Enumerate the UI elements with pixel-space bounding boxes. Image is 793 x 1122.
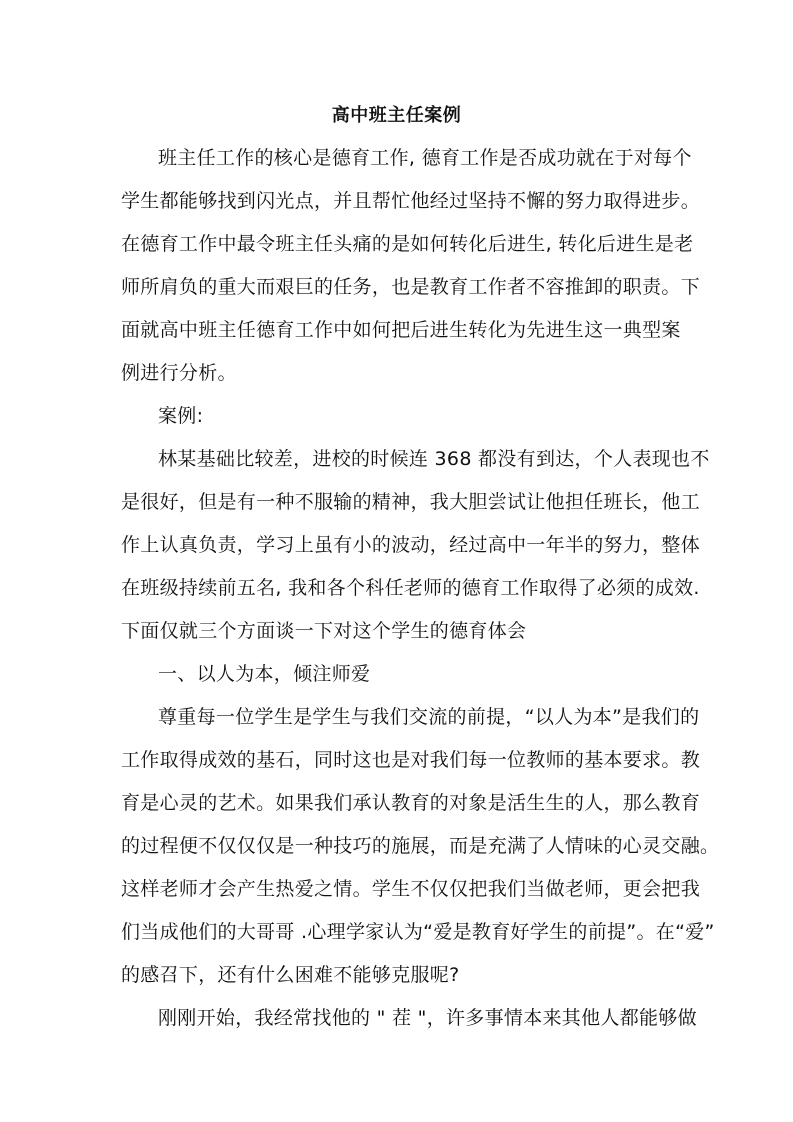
paragraph-line: 的感召下，还有什么困难不能够克服呢?	[121, 964, 460, 986]
paragraph-line: 是很好，但是有一种不服输的精神，我大胆尝试让他担任班长，他工	[121, 491, 701, 513]
paragraph-line: 尊重每一位学生是学生与我们交流的前提，“以人为本”是我们的	[158, 706, 700, 728]
paragraph-line: 面就高中班主任德育工作中如何把后进生转化为先进生这一典型案	[121, 319, 681, 341]
paragraph-line: 作上认真负责，学习上虽有小的波动，经过高中一年半的努力，整体	[121, 534, 701, 556]
paragraph-line: 育是心灵的艺术。如果我们承认教育的对象是活生生的人，那么教育	[121, 792, 701, 814]
paragraph-line: 在德育工作中最令班主任头痛的是如何转化后进生, 转化后进生是老	[121, 233, 694, 255]
paragraph-line: 的过程便不仅仅仅是一种技巧的施展，而是充满了人情味的心灵交融。	[121, 835, 720, 857]
document-title: 高中班主任案例	[331, 105, 462, 126]
paragraph-line: 下面仅就三个方面谈一下对这个学生的德育体会	[121, 620, 527, 642]
paragraph-line: 例进行分析。	[121, 362, 237, 384]
paragraph-line: 在班级持续前五名, 我和各个科任老师的德育工作取得了必须的成效.	[121, 577, 700, 599]
section-heading: 一、以人为本，倾注师爱	[158, 663, 371, 685]
paragraph-line: 工作取得成效的基石，同时这也是对我们每一位教师的基本要求。教	[121, 749, 701, 771]
paragraph-line: 们当成他们的大哥哥 .心理学家认为“爱是教育好学生的前提”。在“爱”	[121, 921, 715, 943]
paragraph-line: 刚刚开始，我经常找他的 " 茬 "，许多事情本来其他人都能够做	[158, 1007, 697, 1029]
paragraph-line: 师所肩负的重大而艰巨的任务，也是教育工作者不容推卸的职责。下	[121, 276, 701, 298]
case-label: 案例:	[158, 405, 204, 427]
paragraph-line: 林某基础比较差，进校的时候连 368 都没有到达，个人表现也不	[158, 448, 710, 470]
paragraph-line: 这样老师才会产生热爱之情。学生不仅仅把我们当做老师，更会把我	[121, 878, 701, 900]
paragraph-line: 班主任工作的核心是德育工作, 德育工作是否成功就在于对每个	[158, 147, 692, 169]
paragraph-line: 学生都能够找到闪光点，并且帮忙他经过坚持不懈的努力取得进步。	[121, 190, 701, 212]
